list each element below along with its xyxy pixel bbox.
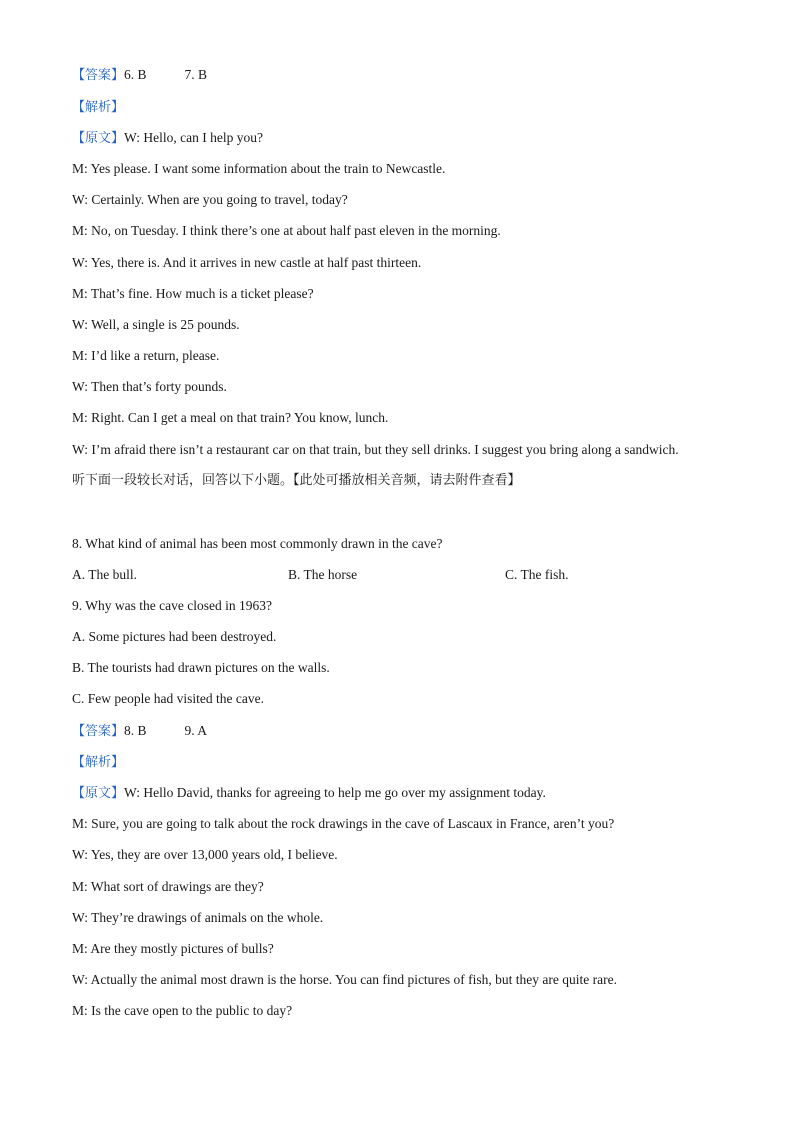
transcript-line: M: Yes please. I want some information about the train to Newcastle. <box>72 161 446 176</box>
transcript-line: M: Sure, you are going to talk about the rock drawings in the cave of Lascaux in France, aren’t you? <box>72 816 615 831</box>
listening-instruction: 听下面一段较长对话，回答以下小题。【此处可播放相关音频，请去附件查看】 <box>72 473 521 488</box>
transcript-line: W: They’re drawings of animals on the whole. <box>72 910 324 925</box>
original-text-tag: 【原文】 <box>72 131 125 146</box>
answer-line-2 <box>72 722 207 741</box>
answer-line-1 <box>72 66 207 85</box>
transcript-line: W: Yes, they are over 13,000 years old, I believe. <box>72 847 338 862</box>
answer-6: 6. B <box>124 67 147 82</box>
analysis-heading-2: 【解析】 <box>72 755 125 770</box>
transcript-line: W: Certainly. When are you going to travel, today? <box>72 192 348 207</box>
option-c: C. Few people had visited the cave. <box>72 691 264 706</box>
transcript-line: M: I’d like a return, please. <box>72 348 220 363</box>
answer-tag: 【答案】 <box>72 724 125 739</box>
answer-7: 7. B <box>184 67 208 82</box>
option-a: A. The bull. <box>72 567 137 582</box>
transcript-line: 【原文】W: Hello David, thanks for agreeing to help me go over my assignment today. <box>72 785 546 801</box>
transcript-line: M: What sort of drawings are they? <box>72 879 264 894</box>
transcript-line: W: Yes, there is. And it arrives in new castle at half past thirteen. <box>72 255 422 270</box>
answer-8: 8. B <box>124 723 147 738</box>
original-text-tag: 【原文】 <box>72 786 125 801</box>
analysis-heading-1: 【解析】 <box>72 100 125 115</box>
transcript-line: M: Right. Can I get a meal on that train? You know, lunch. <box>72 410 389 425</box>
option-c: C. The fish. <box>505 567 569 582</box>
transcript-line: 【原文】W: Hello, can I help you? <box>72 130 263 146</box>
question-8-options <box>72 566 722 584</box>
option-a: A. Some pictures had been destroyed. <box>72 629 277 644</box>
transcript-line: M: Are they mostly pictures of bulls? <box>72 941 274 956</box>
question-8: 8. What kind of animal has been most commonly drawn in the cave? <box>72 536 443 551</box>
transcript-line: M: Is the cave open to the public to day? <box>72 1003 293 1018</box>
answer-tag: 【答案】 <box>72 68 125 83</box>
transcript-line: M: No, on Tuesday. I think there’s one at about half past eleven in the morning. <box>72 223 501 238</box>
transcript-line: W: I’m afraid there isn’t a restaurant car on that train, but they sell drinks. I suggest you bring along a sandwich. <box>72 442 679 457</box>
transcript-line: W: Then that’s forty pounds. <box>72 379 227 394</box>
question-9: 9. Why was the cave closed in 1963? <box>72 598 272 613</box>
answer-9: 9. A <box>184 723 208 738</box>
option-b: B. The tourists had drawn pictures on the walls. <box>72 660 330 675</box>
transcript-line: W: Actually the animal most drawn is the horse. You can find pictures of fish, but they are quite rare. <box>72 972 617 987</box>
transcript-line: M: That’s fine. How much is a ticket please? <box>72 286 314 301</box>
option-b: B. The horse <box>288 567 358 582</box>
transcript-line: W: Well, a single is 25 pounds. <box>72 317 240 332</box>
